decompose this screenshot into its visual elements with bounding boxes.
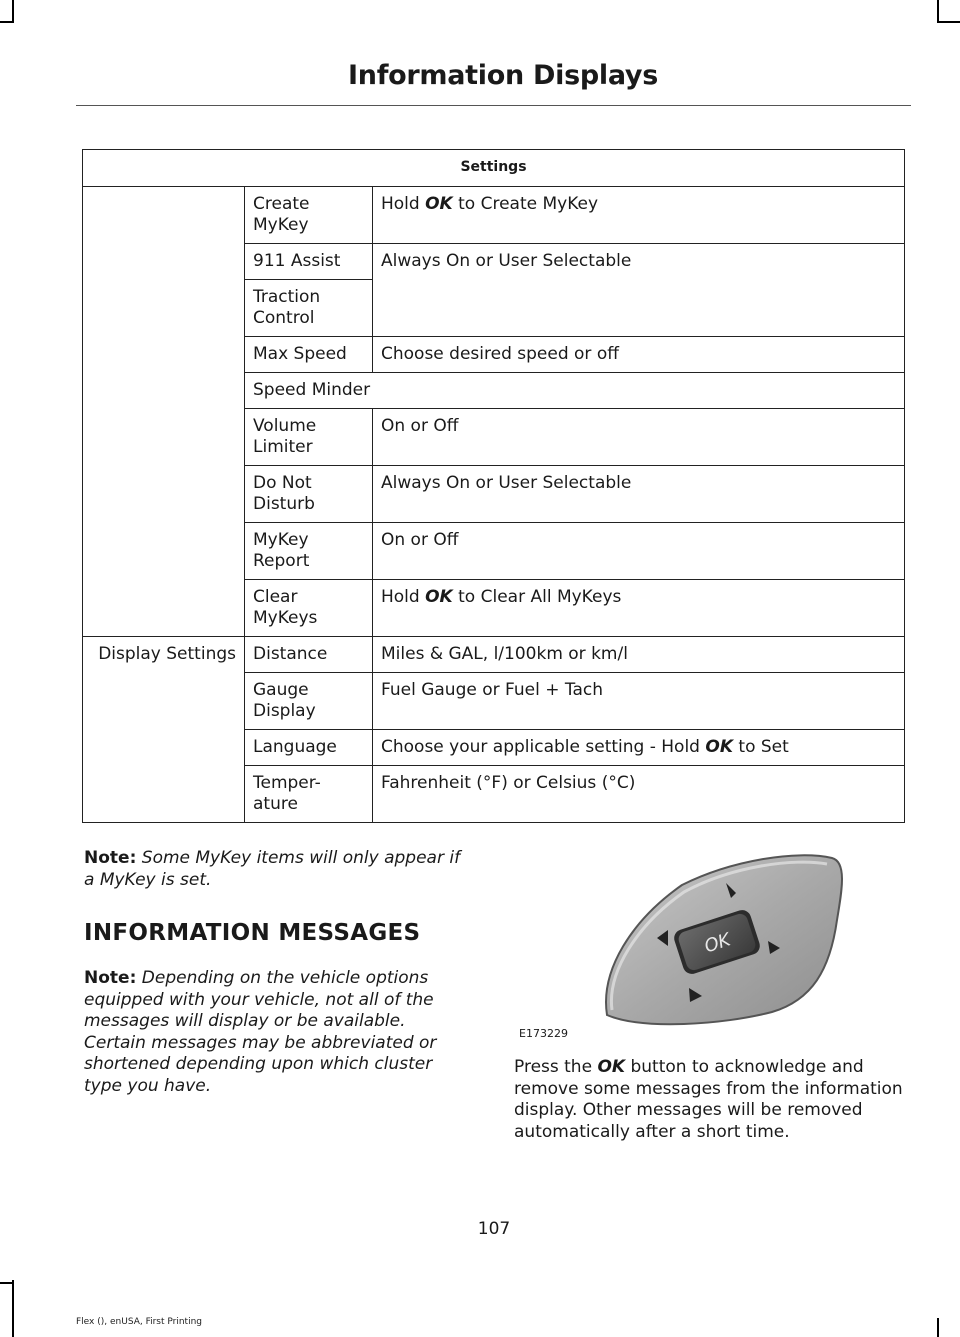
setting-item: Gauge Display [245,673,373,730]
setting-value [373,637,905,673]
page-header-title: Information Displays [348,60,658,91]
value-text: Choose your applicable setting - Hold [381,737,706,757]
press-text-post: button to acknowledge and remove some messages from the information display. Other messages will be removed automatically after a short time. [514,1057,903,1142]
setting-item: 911 Assist [245,244,373,280]
figure-code: E173229 [519,1027,568,1040]
value-text: Fahrenheit (°F) or Celsius (°C) [381,773,636,793]
page-footer: Flex (), enUSA, First Printing [76,1317,202,1327]
steering-wheel-control-illustration [512,850,852,1040]
value-text: Hold [381,194,426,214]
ok-keyword: OK [705,737,733,757]
value-text: Hold [381,587,426,607]
setting-value [373,187,905,244]
setting-value [373,244,905,337]
value-text: to Set [733,737,789,757]
value-text: to Clear All MyKeys [452,587,622,607]
setting-item: Temper-ature [245,766,373,823]
value-text: On or Off [381,530,459,550]
value-text: Always On or User Selectable [381,251,632,271]
setting-item: Language [245,730,373,766]
page-number: 107 [477,1219,511,1239]
crop-mark [937,1318,939,1337]
settings-group [83,187,245,637]
setting-item: Create MyKey [245,187,373,244]
section-heading: INFORMATION MESSAGES [84,920,421,946]
value-text: Fuel Gauge or Fuel + Tach [381,680,603,700]
ok-keyword: OK [597,1057,626,1077]
ok-button-label: OK [701,929,734,958]
setting-item: Max Speed [245,337,373,373]
setting-value [373,337,905,373]
ok-keyword: OK [425,194,453,214]
crop-mark [12,1280,14,1337]
setting-item: Volume Limiter [245,409,373,466]
ok-instructions [514,1057,906,1143]
crop-mark [0,1282,14,1284]
value-text: Choose desired speed or off [381,344,619,364]
note-text: Depending on the vehicle options equipped with your vehicle, not all of the messages will display or be available. Certain messages may be abbreviated or shortened depending upon which cluster type you have. [84,968,437,1096]
note-label: Note: [84,968,137,988]
value-text: Miles & GAL, l/100km or km/l [381,644,628,664]
note-label: Note: [84,848,137,868]
setting-item: Traction Control [245,280,373,337]
setting-item: Do Not Disturb [245,466,373,523]
setting-value [373,580,905,637]
setting-value [373,673,905,730]
setting-item: Distance [245,637,373,673]
note-mykey [84,848,474,891]
crop-mark [12,0,14,22]
table-row [83,637,905,673]
setting-value [373,523,905,580]
settings-group: Display Settings [83,637,245,823]
table-row [83,187,905,244]
header-divider [76,105,911,106]
setting-value [373,730,905,766]
setting-item: MyKey Report [245,523,373,580]
note-messages [84,968,469,1097]
note-text: Some MyKey items will only appear if a MyKey is set. [84,848,461,890]
setting-item: Speed Minder [245,373,905,409]
setting-item: Clear MyKeys [245,580,373,637]
settings-table [82,149,905,823]
setting-value [373,466,905,523]
setting-value [373,766,905,823]
value-text: to Create MyKey [452,194,599,214]
crop-mark [0,21,14,23]
value-text: Always On or User Selectable [381,473,632,493]
value-text: On or Off [381,416,459,436]
table-caption: Settings [83,150,905,187]
press-text-pre: Press the [514,1057,598,1077]
ok-keyword: OK [425,587,453,607]
crop-mark [937,21,960,23]
crop-mark [937,0,939,22]
setting-value [373,409,905,466]
